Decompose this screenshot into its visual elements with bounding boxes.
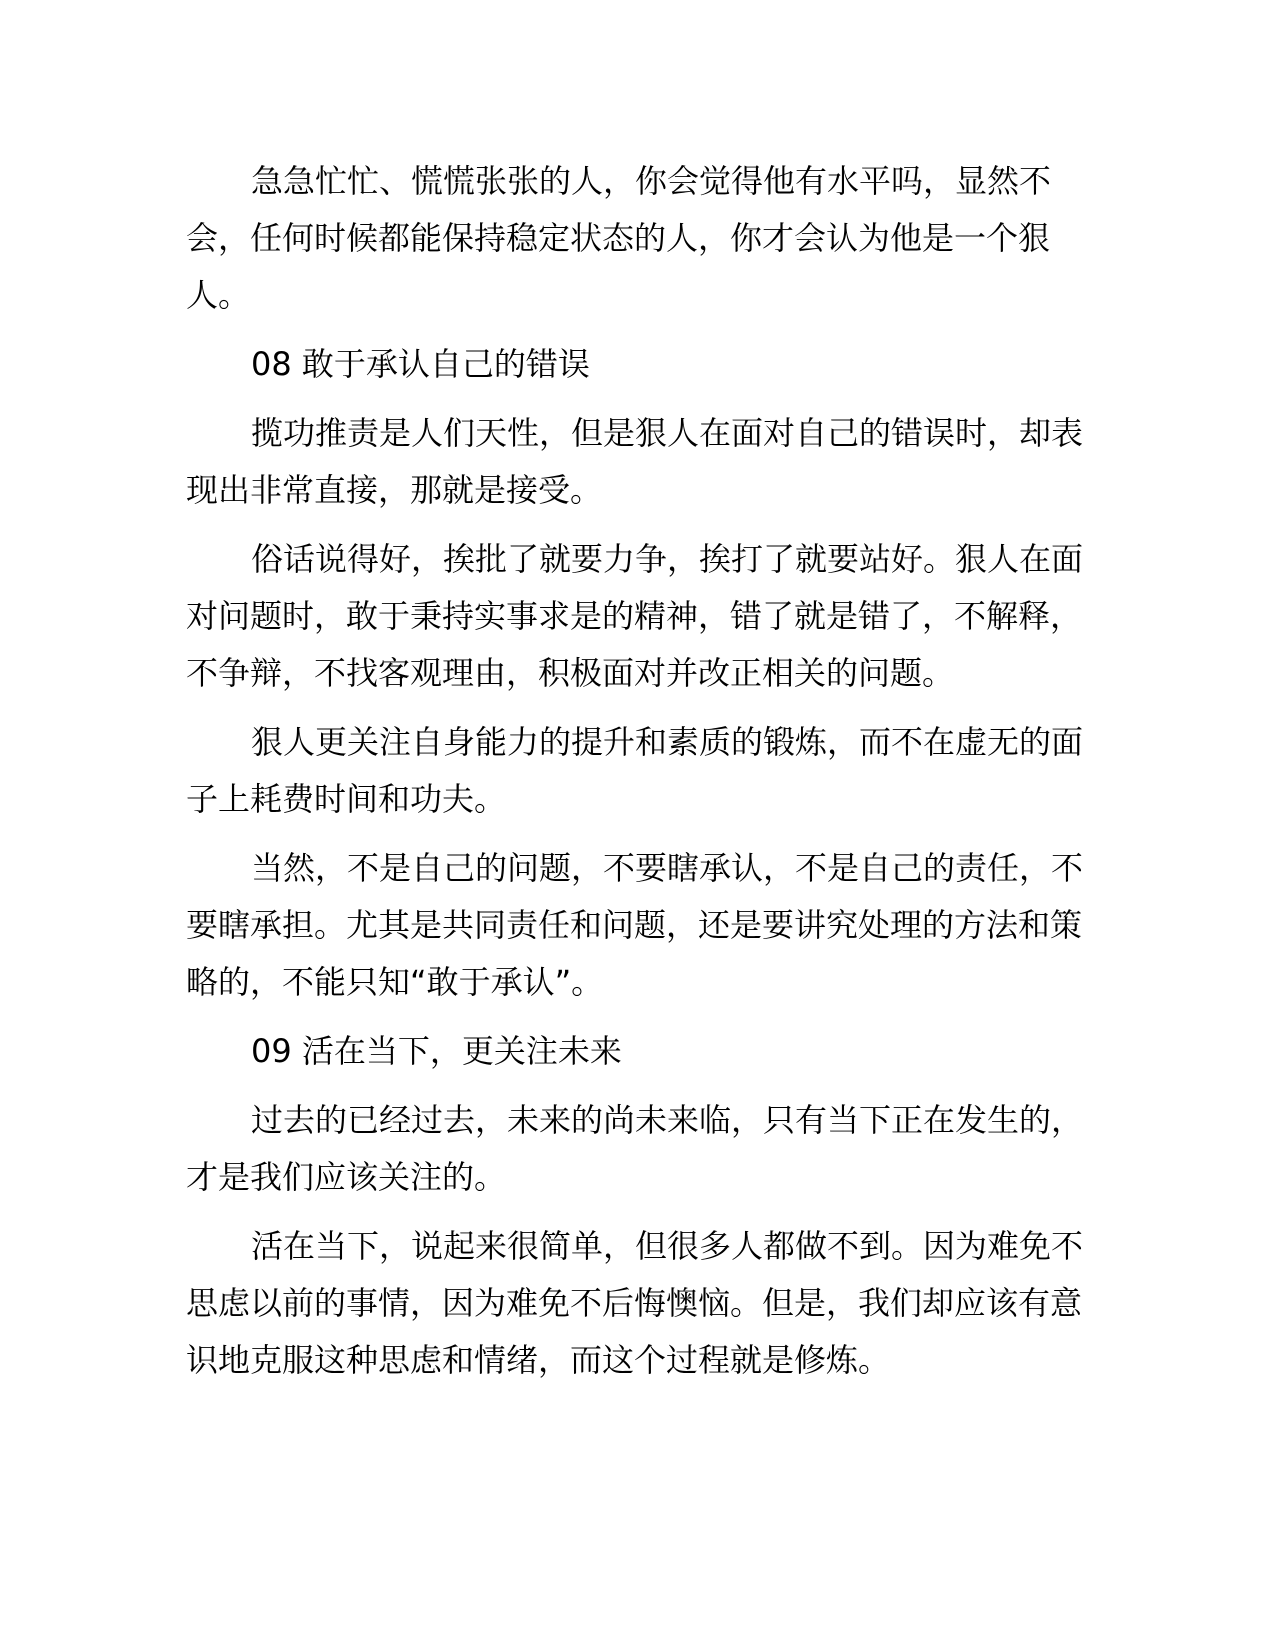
paragraph-7: 活在当下，说起来很简单，但很多人都做不到。因为难免不思虑以前的事情，因为难免不后悔懊恼。但是，我们却应该有意识地克服这种思虑和情绪，而这个过程就是修炼。 — [186, 1227, 1084, 1379]
document-body — [186, 153, 1086, 1401]
section-heading-09: 09 活在当下，更关注未来 — [251, 1032, 622, 1070]
paragraph-6: 过去的已经过去，未来的尚未来临，只有当下正在发生的，才是我们应该关注的。 — [186, 1101, 1084, 1196]
paragraph-2: 揽功推责是人们天性，但是狠人在面对自己的错误时，却表现出非常直接，那就是接受。 — [186, 414, 1084, 509]
paragraph-3: 俗话说得好，挨批了就要力争，挨打了就要站好。狠人在面对问题时，敢于秉持实事求是的精神，错了就是错了，不解释，不争辩，不找客观理由，积极面对并改正相关的问题。 — [186, 540, 1084, 692]
section-heading-08: 08 敢于承认自己的错误 — [251, 345, 590, 383]
paragraph-1: 急急忙忙、慌慌张张的人，你会觉得他有水平吗，显然不会，任何时候都能保持稳定状态的人，你才会认为他是一个狠人。 — [186, 162, 1052, 314]
paragraph-5: 当然，不是自己的问题，不要瞎承认，不是自己的责任，不要瞎承担。尤其是共同责任和问题，还是要讲究处理的方法和策略的，不能只知“敢于承认”。 — [186, 849, 1084, 1001]
paragraph-4: 狠人更关注自身能力的提升和素质的锻炼，而不在虚无的面子上耗费时间和功夫。 — [186, 723, 1084, 818]
